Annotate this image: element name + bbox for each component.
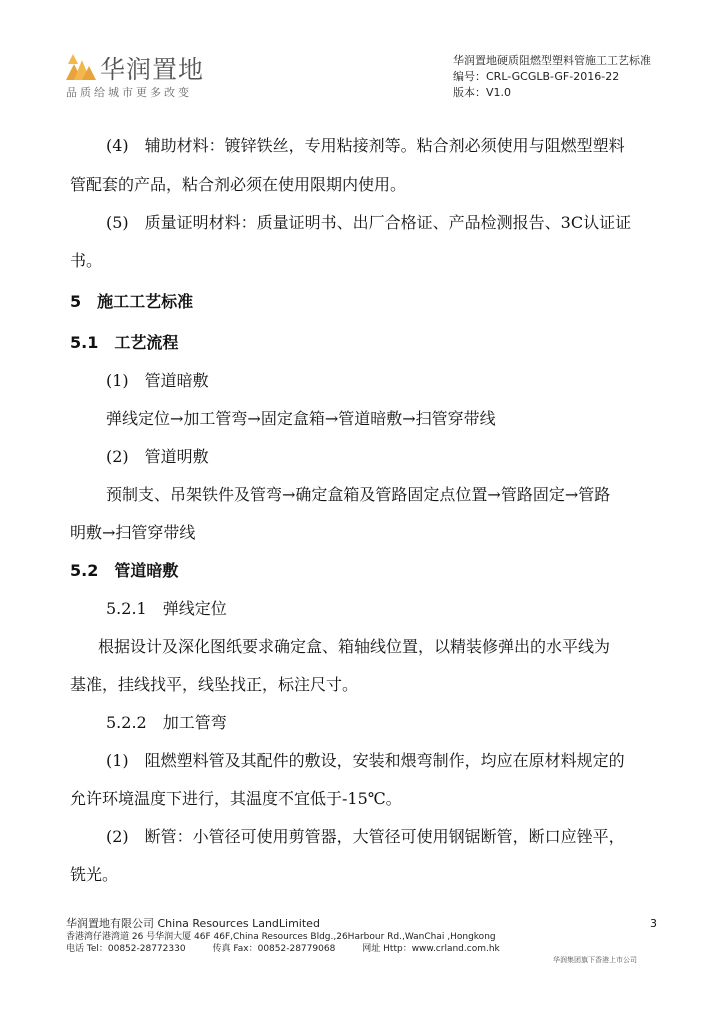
paragraph-line: (1) 阻燃塑料管及其配件的敷设，安装和煨弯制作，均应在原材料规定的 — [106, 751, 625, 770]
flow-line: 弹线定位→加工管弯→固定盒箱→管道暗敷→扫管穿带线 — [106, 409, 496, 428]
logo-slogan: 品质给城市更多改变 — [66, 86, 192, 99]
page-footer — [66, 917, 500, 955]
footer-address: 香港湾仔港湾道 26 号华润大厦 46F 46F,China Resources Bldg.,26Harbour Rd.,WanChai ,Hongkong — [66, 932, 496, 942]
paragraph-line: 铣光。 — [70, 865, 119, 884]
paragraph-line: 书。 — [70, 251, 103, 270]
footer-contact: 电话 Tel：00852-28772330 传真 Fax：00852-28779068 网址 Http：www.crland.com.hk — [66, 944, 500, 954]
subsection-heading: 5.2.2 加工管弯 — [106, 713, 227, 732]
document-version: 版本：V1.0 — [453, 86, 512, 99]
paragraph-line: 管配套的产品，粘合剂必须在使用限期内使用。 — [70, 175, 407, 194]
footer-note: 华润集团旗下香港上市公司 — [553, 956, 637, 964]
flow-line: 预制支、吊架铁件及管弯→确定盒箱及管路固定点位置→管路固定→管路 — [106, 485, 611, 504]
flow-line: 明敷→扫管穿带线 — [70, 523, 196, 542]
logo-text: 华润置地 — [100, 55, 205, 84]
paragraph-line: (4) 辅助材料：镀锌铁丝，专用粘接剂等。粘合剂必须使用与阻燃型塑料 — [106, 136, 625, 155]
document-number: 编号：CRL-GCGLB-GF-2016-22 — [453, 70, 620, 83]
document-meta — [453, 53, 651, 101]
paragraph-line: (5) 质量证明材料：质量证明书、出厂合格证、产品检测报告、3C认证证 — [106, 213, 632, 232]
section-heading-5-2: 5.2 管道暗敷 — [70, 561, 179, 580]
footer-company: 华润置地有限公司 China Resources LandLimited — [66, 917, 320, 930]
paragraph-line: 根据设计及深化图纸要求确定盒、箱轴线位置，以精装修弹出的水平线为 — [98, 637, 611, 656]
section-heading-5-1: 5.1 工艺流程 — [70, 333, 179, 352]
logo-mark-icon — [66, 54, 96, 80]
section-heading-5: 5 施工工艺标准 — [70, 292, 194, 311]
paragraph-line: (2) 断管：小管径可使用剪管器，大管径可使用钢锯断管，断口应锉平， — [106, 827, 625, 846]
list-item: (2) 管道明敷 — [106, 447, 209, 466]
list-item: (1) 管道暗敷 — [106, 371, 209, 390]
document-title: 华润置地硬质阻燃型塑料管施工工艺标准 — [453, 54, 651, 67]
page-number: 3 — [650, 917, 657, 930]
paragraph-line: 允许环境温度下进行，其温度不宜低于-15℃。 — [70, 789, 402, 808]
paragraph-line: 基准，挂线找平，线坠找正，标注尺寸。 — [70, 675, 359, 694]
subsection-heading: 5.2.1 弹线定位 — [106, 599, 227, 618]
